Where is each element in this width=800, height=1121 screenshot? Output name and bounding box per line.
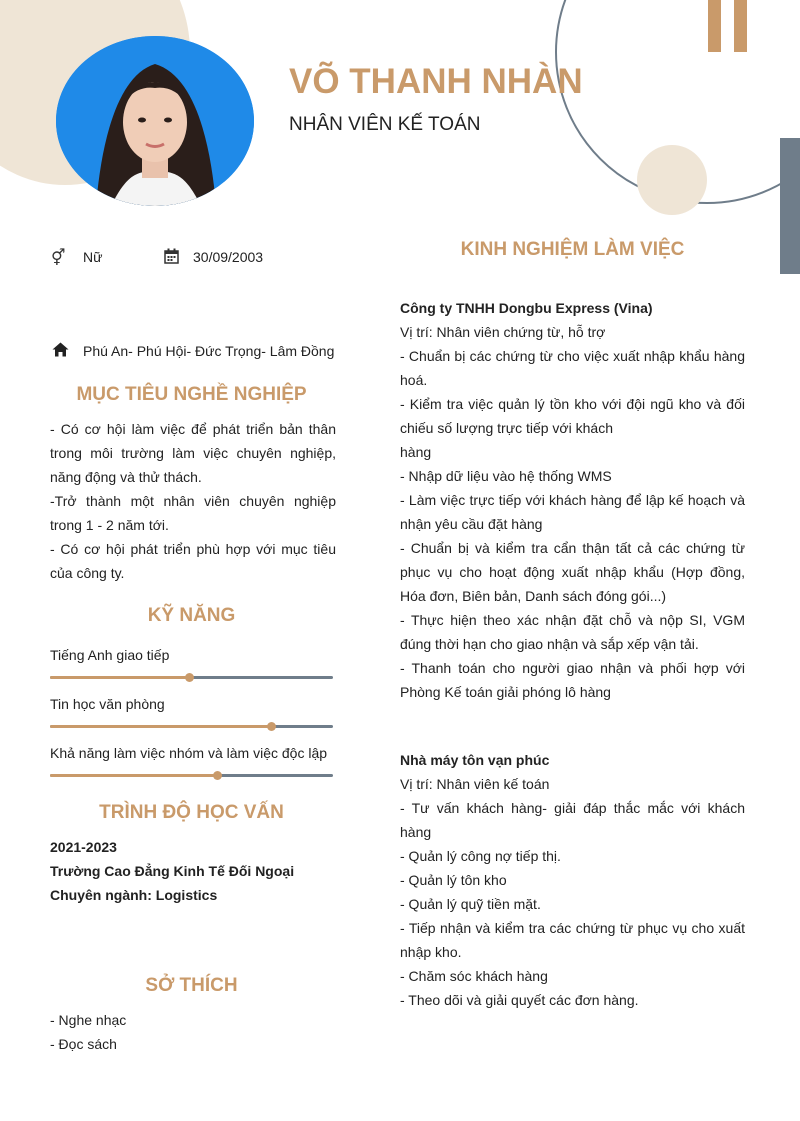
gender-icon: ⚥: [51, 250, 66, 267]
job-duty: - Nhập dữ liệu vào hệ thống WMS: [400, 468, 612, 484]
job-position: Vị trí: Nhân viên kế toán: [400, 776, 550, 792]
experience-heading: KINH NGHIỆM LÀM VIỆC: [460, 239, 685, 260]
job-position: Vị trí: Nhân viên chứng từ, hỗ trợ: [400, 324, 606, 340]
skill-bar: [50, 725, 333, 728]
skill-label: Tiếng Anh giao tiếp: [50, 647, 170, 663]
job-duty: - Chăm sóc khách hàng: [400, 968, 548, 984]
job-role: NHÂN VIÊN KẾ TOÁN: [289, 114, 481, 135]
job-duty: - Tư vấn khách hàng- giải đáp thắc mắc với khách hàng: [400, 800, 745, 840]
candidate-name: VÕ THANH NHÀN: [289, 62, 583, 101]
job-entry: [400, 748, 745, 1012]
objective-text: [50, 417, 336, 585]
portrait-illustration: [56, 36, 254, 206]
objective-item: - Có cơ hội làm việc để phát triển bản thân trong môi trường làm việc chuyên nghiệp, năng động và thử thách.: [50, 421, 336, 485]
skill-bar-fill: [50, 725, 271, 728]
decorative-bar-left: [708, 0, 721, 52]
job-company: Nhà máy tôn vạn phúc: [400, 752, 550, 768]
job-duty: - Chuẩn bị và kiểm tra cẩn thận tất cả các chứng từ phục vụ cho hoạt động xuất nhập khẩu (Hợp đồng, Hóa đơn, Biên bản, Danh sách đóng gói...): [400, 540, 745, 604]
job-duty: hàng: [400, 444, 432, 460]
home-icon: [52, 342, 69, 362]
job-duty: - Tiếp nhận và kiểm tra các chứng từ phục vụ cho xuất nhập kho.: [400, 920, 745, 960]
job-company: Công ty TNHH Dongbu Express (Vina): [400, 300, 653, 316]
skill-bar-fill: [50, 676, 189, 679]
education-heading: TRÌNH ĐỘ HỌC VẤN: [99, 802, 284, 823]
education-block: [50, 835, 294, 907]
skill-bar: [50, 676, 333, 679]
skill-bar-knob: [213, 771, 222, 780]
job-duty: - Theo dõi và giải quyết các đơn hàng.: [400, 992, 639, 1008]
objective-heading: MỤC TIÊU NGHỀ NGHIỆP: [76, 384, 307, 405]
birthdate-value: 30/09/2003: [193, 249, 264, 265]
skill-bar: [50, 774, 333, 777]
job-duty: - Thanh toán cho người giao nhận và phối hợp với Phòng Kế toán giải phóng lô hàng: [400, 660, 745, 700]
skill-bar-knob: [267, 722, 276, 731]
job-duty: - Quản lý quỹ tiền mặt.: [400, 896, 541, 912]
skill-bar-knob: [185, 673, 194, 682]
job-duty: - Thực hiện theo xác nhận đặt chỗ và nộp SI, VGM đúng thời hạn cho giao nhận và sắp xếp vận tải.: [400, 612, 745, 652]
decorative-bar-right: [734, 0, 747, 52]
hobbies-heading: SỞ THÍCH: [145, 975, 238, 996]
skill-label: Tin học văn phòng: [50, 696, 165, 712]
job-duty: - Làm việc trực tiếp với khách hàng để lập kế hoạch và nhận yêu cầu đặt hàng: [400, 492, 745, 532]
education-years: 2021-2023: [50, 839, 117, 855]
address-value: Phú An- Phú Hội- Đức Trọng- Lâm Đồng: [83, 343, 335, 359]
gender-value: Nữ: [83, 249, 103, 265]
job-duty: - Kiểm tra việc quản lý tồn kho với đội ngũ kho và đối chiếu số lượng trực tiếp với khách: [400, 396, 745, 436]
skill-bar-fill: [50, 774, 217, 777]
job-entry: [400, 296, 745, 704]
decorative-circle-filled: [637, 145, 707, 215]
calendar-icon: [164, 248, 179, 269]
skills-heading: KỸ NĂNG: [147, 605, 236, 626]
hobbies-list: [50, 1008, 126, 1056]
hobby-item: - Đọc sách: [50, 1036, 117, 1052]
skill-label: Khả năng làm việc nhóm và làm việc độc lập: [50, 745, 328, 761]
decorative-side-bar: [780, 138, 800, 274]
education-school: Trường Cao Đẳng Kinh Tế Đối Ngoại: [50, 863, 295, 879]
profile-photo: [56, 36, 254, 206]
job-duty: - Quản lý tôn kho: [400, 872, 507, 888]
job-duty: - Chuẩn bị các chứng từ cho việc xuất nhập khẩu hàng hoá.: [400, 348, 745, 388]
objective-item: -Trở thành một nhân viên chuyên nghiệp trong 1 - 2 năm tới.: [50, 493, 336, 533]
education-major: Chuyên ngành: Logistics: [50, 887, 218, 903]
job-duty: - Quản lý công nợ tiếp thị.: [400, 848, 561, 864]
hobby-item: - Nghe nhạc: [50, 1012, 127, 1028]
objective-item: - Có cơ hội phát triển phù hợp với mục tiêu của công ty.: [50, 541, 336, 581]
